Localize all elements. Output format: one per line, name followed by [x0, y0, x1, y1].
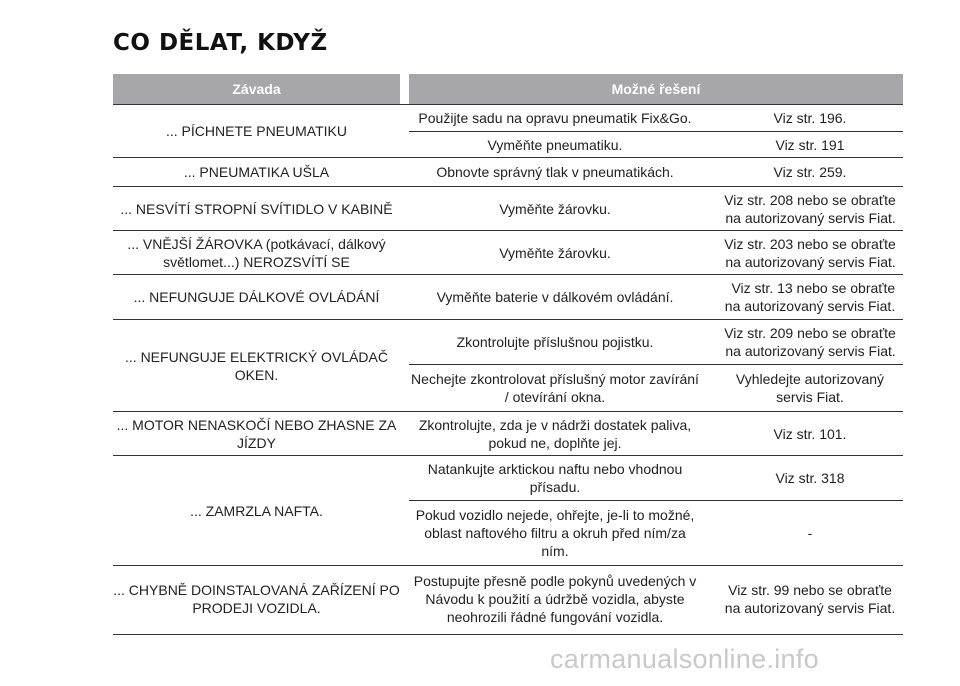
column-header-fault: Závada: [113, 74, 400, 104]
fault-cell: ... NEFUNGUJE ELEKTRICKÝ OVLÁDAČ OKEN.: [125, 348, 388, 383]
action-cell: Vyměňte pneumatiku.: [487, 136, 623, 153]
fault-cell: ... PÍCHNETE PNEUMATIKU: [166, 123, 347, 139]
action-cell: Vyměňte žárovku.: [499, 244, 611, 261]
column-header-solution: Možné řešení: [409, 74, 903, 104]
action-cell: Nechejte zkontrolovat příslušný motor zavírání / otevírání okna.: [411, 371, 699, 405]
reference-cell: Viz str. 196.: [773, 110, 847, 126]
fault-cell: ... CHYBNĚ DOINSTALOVANÁ ZAŘÍZENÍ PO PRODEJI VOZIDLA.: [113, 582, 400, 616]
reference-cell: Viz str. 208 nebo se obraťte na autorizovaný servis Fiat.: [724, 191, 896, 226]
action-cell: Vyměňte baterie v dálkovém ovládání.: [436, 289, 674, 305]
action-cell: Zkontrolujte, zda je v nádrži dostatek paliva, pokud ne, doplňte jej.: [418, 416, 692, 451]
action-cell: Pokud vozidlo nejede, ohřejte, je-li to možné, oblast naftového filtru a okruh před ním/za ním.: [415, 507, 695, 559]
action-cell: Zkontrolujte příslušnou pojistku.: [456, 333, 654, 350]
row-rule: [113, 634, 903, 635]
fault-cell: ... NESVÍTÍ STROPNÍ SVÍTIDLO V KABINĚ: [120, 200, 393, 217]
reference-cell: Viz str. 101.: [773, 425, 847, 442]
reference-cell: -: [807, 525, 813, 541]
watermark: carmanualsonline.info: [550, 644, 819, 674]
action-cell: Použijte sadu na opravu pneumatik Fix&Go.: [418, 110, 692, 126]
reference-cell: Viz str. 259.: [773, 164, 847, 180]
fault-cell: ... VNĚJŠÍ ŽÁROVKA (potkávací, dálkový světlomet...) NEROZSVÍTÍ SE: [127, 235, 386, 270]
fault-cell: ... MOTOR NENASKOČÍ NEBO ZHASNE ZA JÍZDY: [116, 416, 397, 451]
reference-cell: Viz str. 99 nebo se obraťte na autorizovaný servis Fiat.: [724, 582, 896, 616]
action-cell: Obnovte správný tlak v pneumatikách.: [436, 164, 674, 180]
reference-cell: Viz str. 13 nebo se obraťte na autorizovaný servis Fiat.: [724, 280, 896, 314]
reference-cell: Viz str. 191: [775, 136, 845, 153]
reference-cell: Viz str. 318: [775, 470, 845, 486]
fault-cell: ... ZAMRZLA NAFTA.: [190, 502, 323, 519]
page-title: CO DĚLAT, KDYŽ: [113, 30, 328, 56]
action-cell: Vyměňte žárovku.: [499, 200, 611, 217]
fault-cell: ... PNEUMATIKA UŠLA: [183, 164, 330, 180]
fault-cell: ... NEFUNGUJE DÁLKOVÉ OVLÁDÁNÍ: [133, 289, 380, 305]
reference-cell: Vyhledejte autorizovaný servis Fiat.: [735, 371, 885, 405]
reference-cell: Viz str. 203 nebo se obraťte na autorizovaný servis Fiat.: [724, 235, 896, 270]
reference-cell: Viz str. 209 nebo se obraťte na autorizovaný servis Fiat.: [724, 324, 896, 359]
action-cell: Postupujte přesně podle pokynů uvedených v Návodu k použití a údržbě vozidla, abyste neohrozili řádné fungování vozidla.: [413, 573, 697, 625]
action-cell: Natankujte arktickou naftu nebo vhodnou přísadu.: [427, 461, 683, 495]
